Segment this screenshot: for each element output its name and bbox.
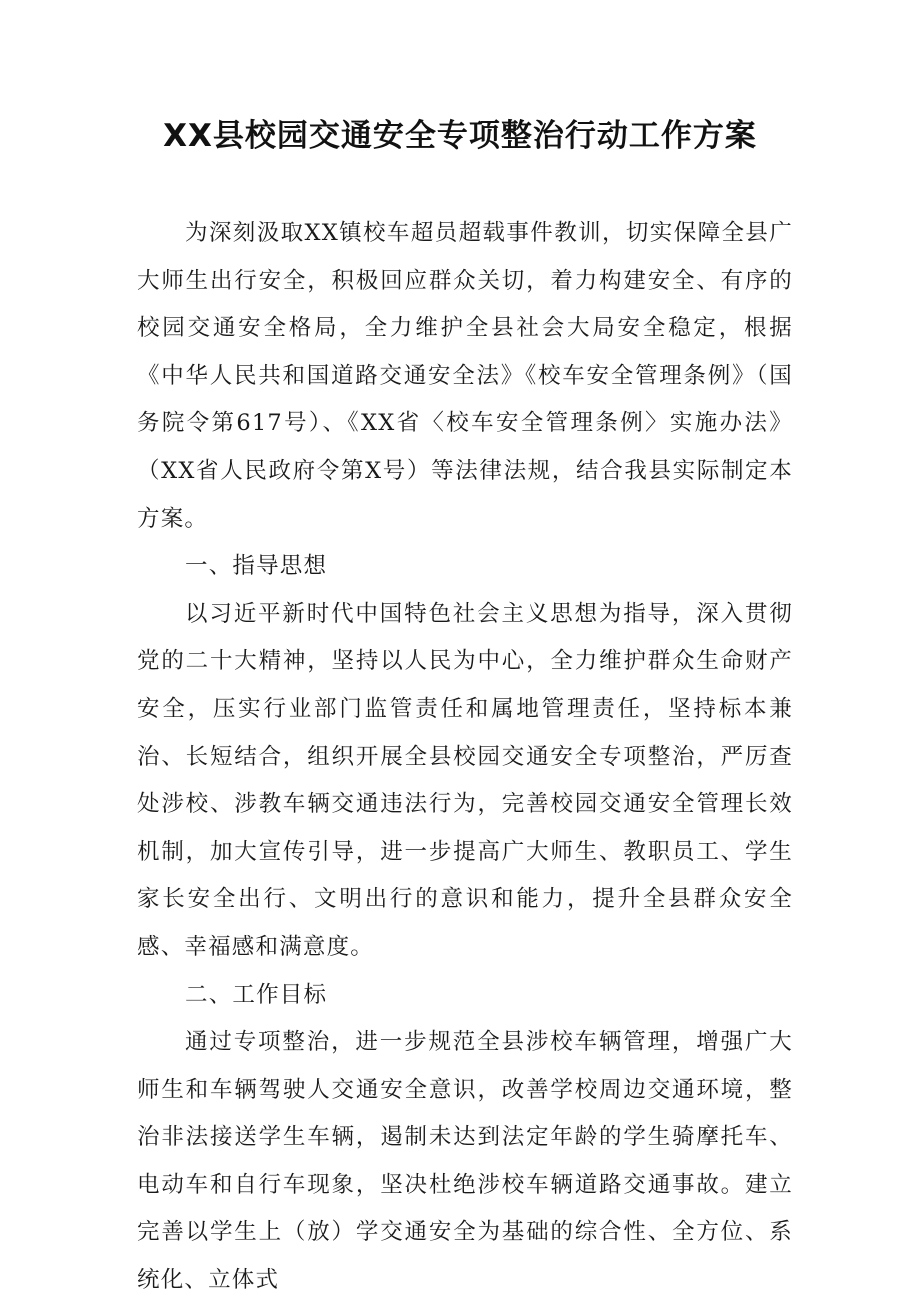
section-heading-guiding-ideology: 一、指导思想 [185, 553, 328, 580]
document-title: XX县校园交通安全专项整治行动工作方案 [163, 118, 757, 154]
paragraph-intro: 为深刻汲取XX镇校车超员超载事件教训，切实保障全县广大师生出行安全，积极回应群众关切，着力构建安全、有序的校园交通安全格局，全力维护全县社会大局安全稳定，根据《中华人民共和国道路交通安全法》《校车安全管理条例》（国务院令第617号）、《XX省〈校车安全管理条例〉实施办法》（XX省人民政府令第X号）等法律法规，结合我县实际制定本方案。 [137, 220, 793, 532]
paragraph-work-goals: 通过专项整治，进一步规范全县涉校车辆管理，增强广大师生和车辆驾驶人交通安全意识，改善学校周边交通环境，整治非法接送学生车辆，遏制未达到法定年龄的学生骑摩托车、电动车和自行车现象，坚决杜绝涉校车辆道路交通事故。建立完善以学生上（放）学交通安全为基础的综合性、全方位、系统化、立体式 [137, 1029, 793, 1294]
section-heading-work-goals: 二、工作目标 [185, 981, 328, 1008]
paragraph-guiding-ideology: 以习近平新时代中国特色社会主义思想为指导，深入贯彻党的二十大精神，坚持以人民为中心，全力维护群众生命财产安全，压实行业部门监管责任和属地管理责任，坚持标本兼治、长短结合，组织开展全县校园交通安全专项整治，严厉查处涉校、涉教车辆交通违法行为，完善校园交通安全管理长效机制，加大宣传引导，进一步提高广大师生、教职员工、学生家长安全出行、文明出行的意识和能力，提升全县群众安全感、幸福感和满意度。 [137, 600, 793, 960]
document-body [137, 210, 793, 1305]
